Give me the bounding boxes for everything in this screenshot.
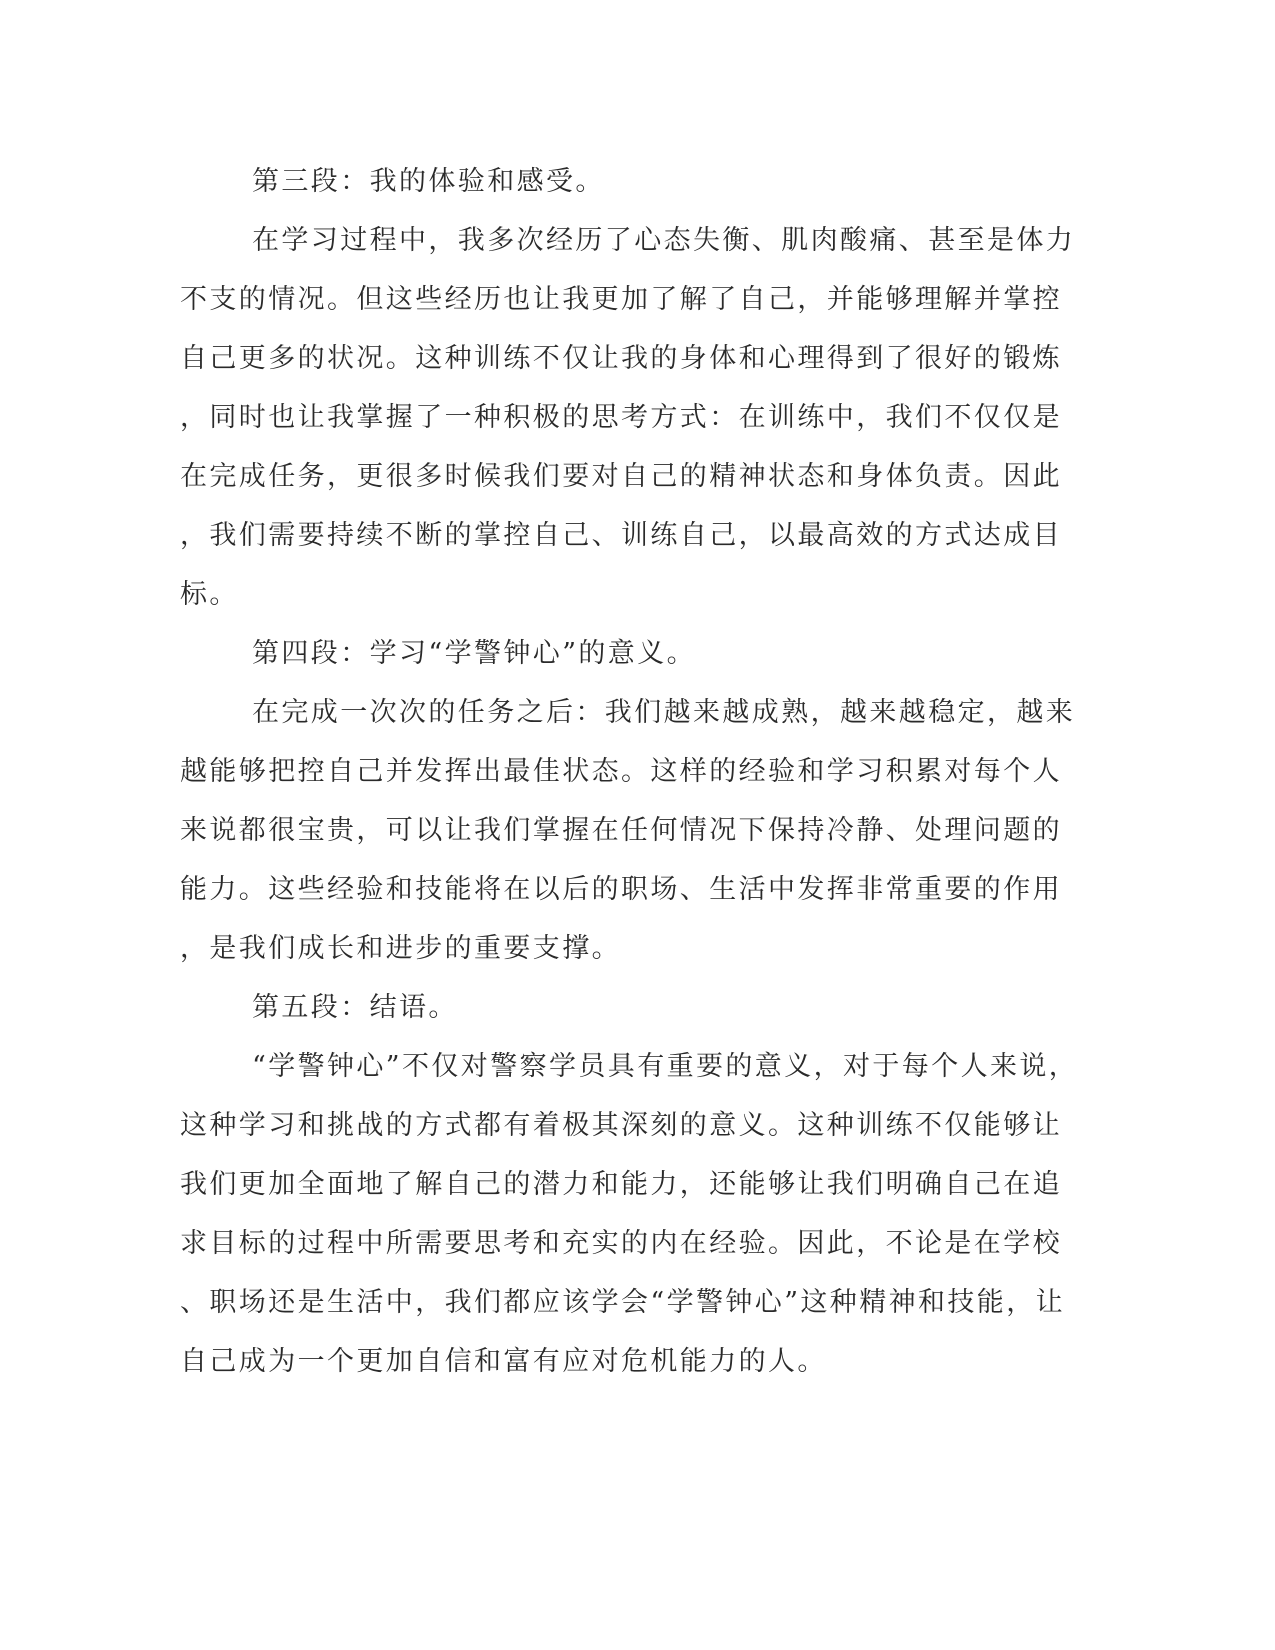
text-line: 在学习过程中，我多次经历了心态失衡、肌肉酸痛、甚至是体力 (252, 225, 1076, 256)
text-line: ，是我们成长和进步的重要支撑。 (180, 933, 621, 964)
text-line: 越能够把控自己并发挥出最佳状态。这样的经验和学习积累对每个人 (180, 756, 1062, 787)
text-line: 自己成为一个更加自信和富有应对危机能力的人。 (180, 1346, 827, 1377)
text-line: 自己更多的状况。这种训练不仅让我的身体和心理得到了很好的锻炼 (180, 343, 1062, 374)
text-line: ，同时也让我掌握了一种积极的思考方式：在训练中，我们不仅仅是 (180, 402, 1062, 433)
text-line: 求目标的过程中所需要思考和充实的内在经验。因此，不论是在学校 (180, 1228, 1062, 1259)
text-line: 、职场还是生活中，我们都应该学会“学警钟心”这种精神和技能，让 (180, 1287, 1066, 1318)
document-body (180, 152, 1079, 1391)
text-line: 标。 (180, 579, 239, 610)
text-line: 在完成一次次的任务之后：我们越来越成熟，越来越稳定，越来 (252, 697, 1076, 728)
text-line: 不支的情况。但这些经历也让我更加了解了自己，并能够理解并掌控 (180, 284, 1062, 315)
text-line: ，我们需要持续不断的掌控自己、训练自己，以最高效的方式达成目 (180, 520, 1062, 551)
text-line: 在完成任务，更很多时候我们要对自己的精神状态和身体负责。因此 (180, 461, 1062, 492)
text-line: 第五段：结语。 (252, 992, 458, 1023)
text-line: 来说都很宝贵，可以让我们掌握在任何情况下保持冷静、处理问题的 (180, 815, 1062, 846)
text-line: “学警钟心”不仅对警察学员具有重要的意义，对于每个人来说， (252, 1051, 1079, 1082)
text-line: 第四段：学习“学警钟心”的意义。 (252, 638, 697, 669)
text-line: 第三段：我的体验和感受。 (252, 166, 605, 197)
text-line: 能力。这些经验和技能将在以后的职场、生活中发挥非常重要的作用 (180, 874, 1062, 905)
text-line: 这种学习和挑战的方式都有着极其深刻的意义。这种训练不仅能够让 (180, 1110, 1062, 1141)
text-line: 我们更加全面地了解自己的潜力和能力，还能够让我们明确自己在追 (180, 1169, 1062, 1200)
